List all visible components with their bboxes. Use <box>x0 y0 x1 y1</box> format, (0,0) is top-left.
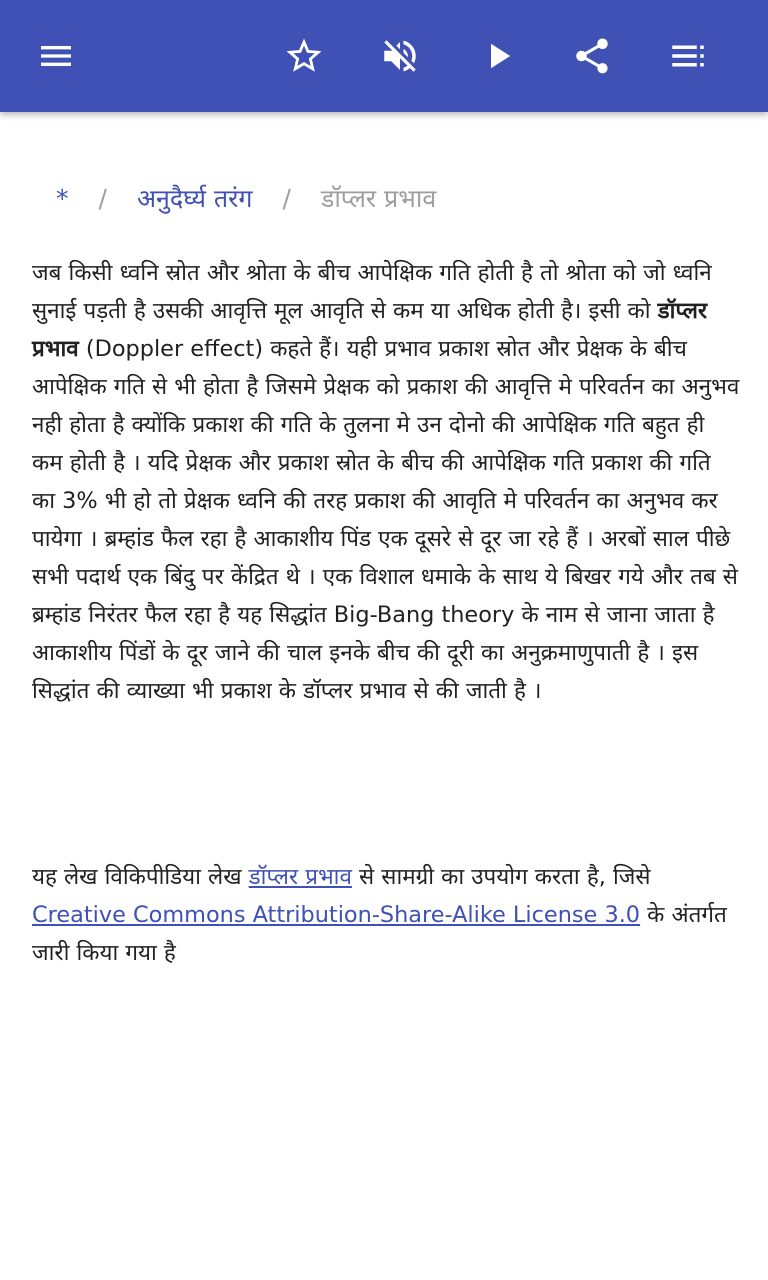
breadcrumb-parent[interactable]: अनुदैर्घ्य तरंग <box>136 184 253 213</box>
mute-button[interactable] <box>372 28 428 84</box>
article-term: डॉप्लर प्रभाव <box>32 298 708 362</box>
article-body: (Doppler effect) कहते हैं। यही प्रभाव प्रकाश स्रोत और प्रेक्षक के बीच आपेक्षिक गति से भी होता है जिसमे प्रेक्षक को प्रकाश की आवृत्ति मे परिवर्तन का अनुभव नही होता है क्योंकि प्रकाश की गति के तुलना मे उन दोनो की आपेक्षिक गति बहुत ही कम होती है । यदि प्रेक्षक और प्रकाश स्रोत के बीच की आपेक्षिक गति प्रकाश की गति का 3% भी हो तो प्रेक्षक ध्वनि की तरह प्रकाश की आवृति मे परिवर्तन का अनुभव कर पायेगा । ब्रम्हांड फैल रहा है आकाशीय पिंड एक दूसरे से दूर जा रहे हैं । अरबों साल पीछे सभी पदार्थ एक बिंदु पर केंद्रित थे । एक विशाल धमाके के साथ ये बिखर गये और तब से ब्रम्हांड निरंतर फैल रहा है यह सिद्धांत Big-Bang theory के नाम से जाना जाता है आकाशीय पिंडों के दूर जाने की चाल इनके बीच की दूरी का अनुक्रमाणुपाती है । इस सिद्धांत की व्याख्या भी प्रकाश के डॉप्लर प्रभाव से की जाती है । <box>32 336 740 704</box>
share-icon <box>571 35 613 77</box>
contents-button[interactable] <box>660 28 716 84</box>
menu-icon <box>36 36 76 76</box>
attribution-suffix: के अंतर्गत जारी किया गया है <box>32 902 727 966</box>
share-button[interactable] <box>564 28 620 84</box>
source-article-link[interactable]: डॉप्लर प्रभाव <box>248 864 352 890</box>
menu-button[interactable] <box>28 28 84 84</box>
attribution-prefix: यह लेख विकिपीडिया लेख <box>32 864 249 890</box>
volume-off-icon <box>379 35 421 77</box>
breadcrumb-home[interactable]: * <box>56 183 69 213</box>
breadcrumb <box>56 178 436 218</box>
breadcrumb-current: डॉप्लर प्रभाव <box>320 184 437 213</box>
attribution-note <box>32 858 740 972</box>
app-toolbar <box>0 0 768 112</box>
breadcrumb-separator: / <box>282 183 291 213</box>
play-button[interactable] <box>470 28 526 84</box>
list-icon <box>667 35 709 77</box>
article-paragraph <box>32 254 740 710</box>
star-outline-icon <box>283 35 325 77</box>
article-intro: जब किसी ध्वनि स्रोत और श्रोता के बीच आपेक्षिक गति होती है तो श्रोता को जो ध्वनि सुनाई पड़ती है उसकी आवृत्ति मूल आवृति से कम या अधिक होती है। इसी को <box>32 260 712 324</box>
bookmark-button[interactable] <box>276 28 332 84</box>
attribution-middle: से सामग्री का उपयोग करता है, जिसे <box>351 864 651 890</box>
article-content <box>32 254 740 710</box>
play-icon <box>477 35 519 77</box>
license-link[interactable]: Creative Commons Attribution-Share-Alike License 3.0 <box>32 902 641 928</box>
breadcrumb-separator: / <box>98 183 107 213</box>
attribution-paragraph <box>32 858 740 972</box>
